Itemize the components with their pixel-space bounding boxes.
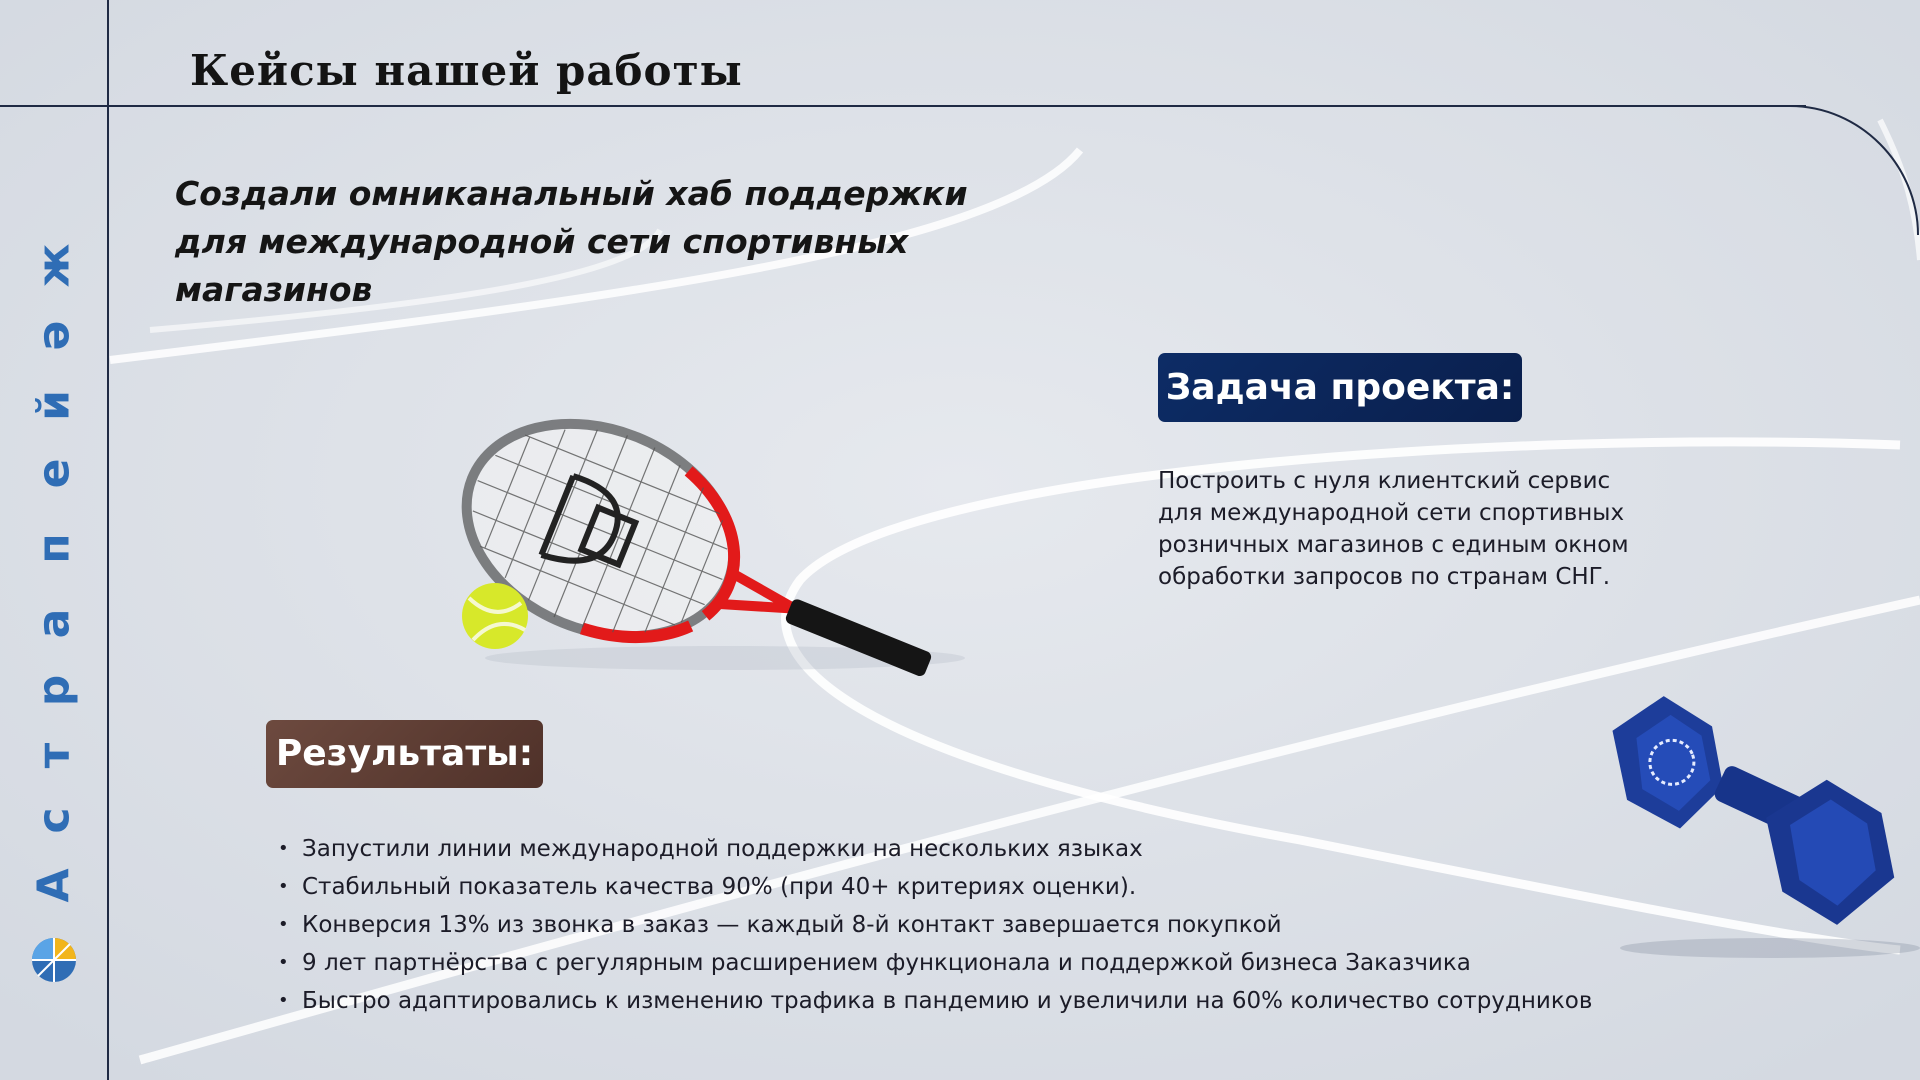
tennis-racket-with-ball-image — [455, 418, 1025, 688]
blue-dumbbells-image — [1600, 680, 1920, 960]
brand-letter: р — [28, 674, 80, 707]
headline-line: магазинов — [175, 270, 373, 309]
corner-arc — [1790, 105, 1920, 235]
page-title: Кейсы нашей работы — [190, 46, 743, 95]
brand-letter: т — [28, 742, 80, 769]
task-description — [1158, 465, 1678, 593]
vertical-divider — [107, 0, 109, 1080]
case-headline — [175, 170, 995, 314]
brand-letter: с — [28, 807, 80, 834]
brand-letter: п — [28, 533, 80, 564]
task-line: обработки запросов по странам СНГ. — [1158, 564, 1611, 590]
list-item: • Быстро адаптировались к изменению трафика в пандемию и увеличили на 60% количество сотрудников — [278, 982, 1738, 1020]
results-list — [278, 830, 1738, 1020]
task-line: розничных магазинов с единым окном — [1158, 532, 1629, 558]
task-line: Построить с нуля клиентский сервис — [1158, 468, 1611, 494]
horizontal-divider — [0, 105, 1806, 107]
task-label-badge: Задача проекта: — [1158, 353, 1522, 422]
headline-line: Создали омниканальный хаб поддержки — [175, 174, 968, 213]
list-item: • Стабильный показатель качества 90% (при 40+ критериях оценки). — [278, 868, 1738, 906]
results-label-badge: Результаты: — [266, 720, 543, 788]
task-line: для международной сети спортивных — [1158, 500, 1625, 526]
brand-letter: А — [28, 868, 80, 903]
brand-letter: ж — [28, 243, 80, 288]
brand-letter: е — [28, 458, 80, 489]
list-item: • Запустили линии международной поддержки на нескольких языках — [278, 830, 1738, 868]
brand-circle-logo-icon — [30, 936, 78, 984]
brand-letter: а — [28, 608, 80, 639]
list-item: • 9 лет партнёрства с регулярным расширением функционала и поддержкой бизнеса Заказчика — [278, 944, 1738, 982]
brand-vertical-name — [22, 220, 86, 980]
headline-line: для международной сети спортивных — [175, 222, 909, 261]
brand-letter: й — [28, 390, 80, 421]
brand-letter: ә — [28, 320, 80, 351]
list-item: • Конверсия 13% из звонка в заказ — каждый 8-й контакт завершается покупкой — [278, 906, 1738, 944]
